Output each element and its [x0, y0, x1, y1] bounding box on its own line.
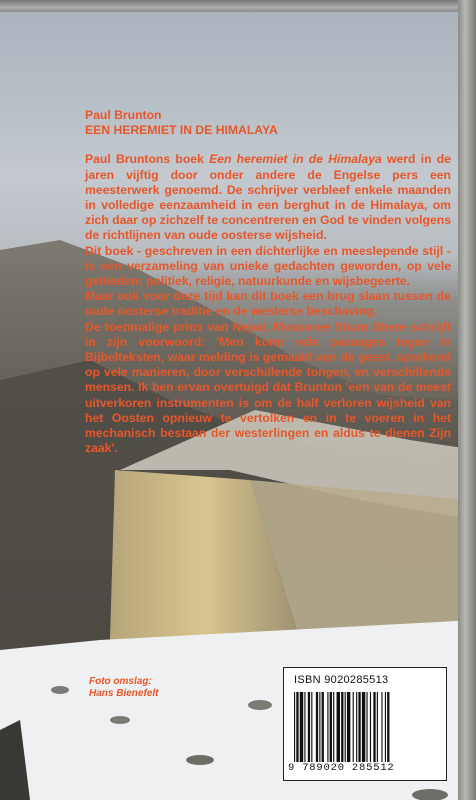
- barcode-bar: [294, 692, 295, 762]
- barcode-bar: [362, 692, 365, 762]
- back-cover-text: [85, 108, 451, 456]
- barcode-bar: [385, 692, 386, 762]
- barcode-bar: [296, 692, 298, 762]
- barcode-bar: [370, 692, 371, 762]
- barcode-bar: [373, 692, 375, 762]
- barcode-bar: [330, 692, 332, 762]
- barcode-bar: [387, 692, 389, 762]
- barcode-bar: [356, 692, 357, 762]
- barcode-bar: [304, 692, 305, 762]
- photo-credit-label: Foto omslag:: [89, 676, 152, 687]
- barcode-bar: [308, 692, 310, 762]
- barcode-bar: [366, 692, 367, 762]
- barcode-bar: [358, 692, 360, 762]
- barcode-bar: [333, 692, 334, 762]
- barcode-bar: [327, 692, 328, 762]
- barcode-bar: [341, 692, 343, 762]
- barcode-bar: [322, 692, 324, 762]
- book-title: EEN HEREMIET IN DE HIMALAYA: [85, 123, 278, 138]
- barcode-bar: [311, 692, 312, 762]
- barcode-bar: [353, 692, 354, 762]
- blurb-paragraph-2: Dit boek - geschreven in een dichterlijke en meeslepende stijl - is een verzameling van unieke gedachten geworden, op vele gebieden: politiek, religie, natuurkunde en wijsbegeerte.: [85, 243, 451, 289]
- page-edge-right: [458, 0, 476, 800]
- barcode-bar: [337, 692, 340, 762]
- isbn-label: ISBN 9020285513: [294, 674, 389, 686]
- barcode-bar: [345, 692, 346, 762]
- page-edge-top: [0, 0, 476, 12]
- blurb-paragraph-1: Paul Bruntons boek Een heremiet in de Himalaya werd in de jaren vijftig door onder andere de Engelse pers een meesterwerk genoemd. De schrijver verbleef enkele maanden in volledige eenzaamheid in een berghut in de Himalaya, om zich daar op zichzelf te concentreren en God te vinden volgens de richtlijnen van oude oosterse wijsheid.: [85, 152, 451, 243]
- barcode-bar: [316, 692, 318, 762]
- blurb-paragraph-3: Maar ook voor deze tijd kan dit boek een brug slaan tussen de oude oosterse traditie en de westerse beschaving.: [85, 289, 451, 319]
- barcode-icon: [292, 692, 438, 762]
- barcode-bar: [319, 692, 320, 762]
- barcode-bar: [381, 692, 382, 762]
- isbn-barcode-box: [283, 667, 447, 781]
- barcode-bar: [300, 692, 303, 762]
- book-title-italic: Een heremiet in de Himalaya: [209, 152, 382, 167]
- photo-credit: [89, 676, 158, 700]
- photographer-name: Hans Bienefelt: [89, 688, 159, 699]
- barcode-bar: [377, 692, 378, 762]
- author-name: Paul Brunton: [85, 108, 162, 122]
- blurb-paragraph-4: De toenmalige prins van Nepal, Mussoree Shum Shere schrijft in zijn voorwoord: 'Men komt vele passages tegen in Bijbelteksten, waar melding is gemaakt van de geest, sprekend op vele manieren, door verschillende tongen, en verschillende mensen. Ik ben ervan overtuigd dat Brunton 'een van de meest uitverkoren instrumenten is om de half verloren wijsheid van het Oosten opnieuw te vertolken en in te voeren in het mechanisch bestaan der westerlingen en aldus te dienen Zijn zaak'.: [85, 319, 451, 456]
- ean-digits: 9 789020 285512: [288, 762, 395, 774]
- barcode-bar: [347, 692, 350, 762]
